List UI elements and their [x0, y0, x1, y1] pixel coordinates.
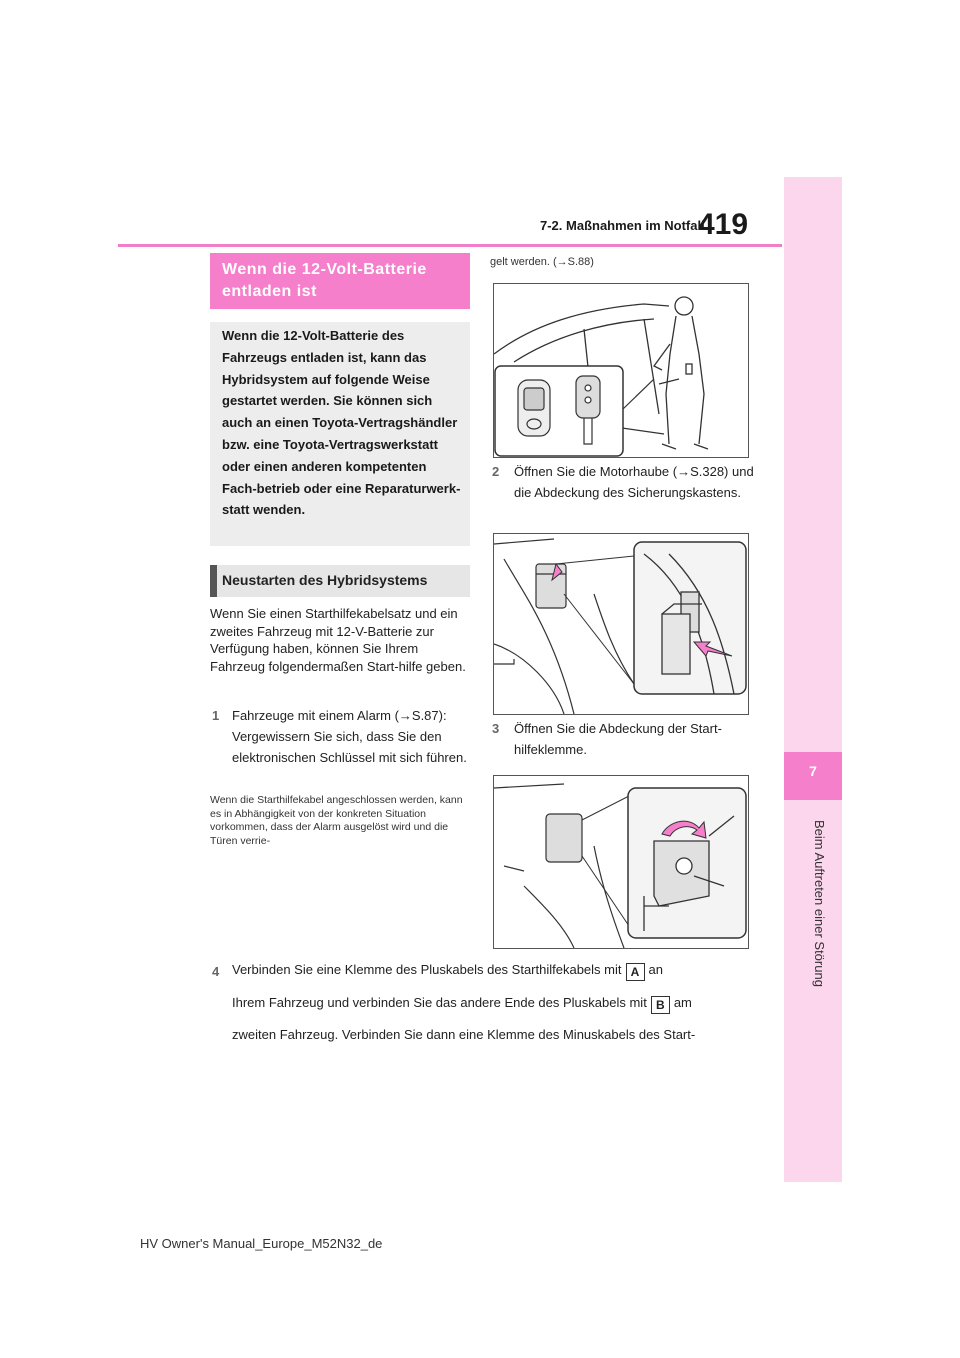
- step-number: 1: [212, 708, 220, 723]
- figure-electronic-key: [493, 283, 749, 458]
- jump-terminal-illustration: [494, 776, 748, 948]
- continuation-text: gelt werden. (→S.88): [490, 256, 594, 268]
- intro-paragraph: Wenn Sie einen Starthilfekabelsatz und ein zweites Fahrzeug mit 12-V-Batterie zur Verfügung haben, können Sie Ihrem Fahrzeug folgendermaßen Start-hilfe geben.: [210, 606, 466, 674]
- step-number: 4: [212, 964, 220, 979]
- header-rule: [118, 244, 782, 247]
- page-number: 419: [698, 208, 749, 241]
- main-heading: Wenn die 12-Volt-Batterie entladen ist: [222, 261, 427, 300]
- section-title: 7-2. Maßnahmen im Notfall: [540, 218, 705, 233]
- step4-line-2: [232, 995, 692, 1014]
- chapter-label: Beim Auftreten einer Störung: [812, 820, 827, 987]
- step4-line-3: zweiten Fahrzeug. Verbinden Sie dann eine Klemme des Minuskabels des Start-: [232, 1027, 696, 1042]
- sub-heading: Neustarten des Hybridsystems: [222, 572, 428, 588]
- step4-text: Ihrem Fahrzeug und verbinden Sie das andere Ende des Pluskabels mit: [232, 995, 647, 1010]
- step4-text: Verbinden Sie eine Klemme des Pluskabels des Starthilfekabels mit: [232, 962, 622, 977]
- step-text: Öffnen Sie die Abdeckung der Start-hilfeklemme.: [514, 721, 722, 757]
- figure-fuse-box: [493, 533, 749, 715]
- chapter-number: 7: [809, 763, 817, 779]
- step-number: 3: [492, 721, 500, 736]
- step4-text: am: [673, 995, 692, 1010]
- key-illustration: [494, 284, 748, 457]
- label-a: A: [626, 963, 645, 981]
- footer-manual-id: HV Owner's Manual_Europe_M52N32_de: [140, 1236, 383, 1251]
- chapter-side-tab: [784, 177, 842, 1182]
- note-text: Wenn die Starthilfekabel angeschlossen werden, kann es in Abhängigkeit von der konkreten Situation vorkommen, dass der Alarm ausgelöst wird und die Türen verrie-: [210, 794, 463, 847]
- info-text: Wenn die 12-Volt-Batterie des Fahrzeugs entladen ist, kann das Hybridsystem auf folgende Weise gestartet werden. Sie können sich auch an einen Toyota-Vertragshändler bzw. eine Toyota-Vertragswerkstatt oder einen anderen kompetenten Fach-betrieb oder eine Reparaturwerk-statt wenden.: [222, 328, 461, 518]
- figure-jump-terminal: [493, 775, 749, 949]
- step-text: Öffnen Sie die Motorhaube (→S.328) und die Abdeckung des Sicherungskastens.: [514, 464, 754, 500]
- step-number: 2: [492, 464, 500, 479]
- label-b: B: [651, 996, 670, 1014]
- step4-line-1: [232, 962, 663, 981]
- step4-text: an: [648, 962, 663, 977]
- fuse-box-illustration: [494, 534, 748, 714]
- step-text: Fahrzeuge mit einem Alarm (→S.87): Vergewissern Sie sich, dass Sie den elektronischen Schlüssel mit sich führen.: [232, 708, 467, 765]
